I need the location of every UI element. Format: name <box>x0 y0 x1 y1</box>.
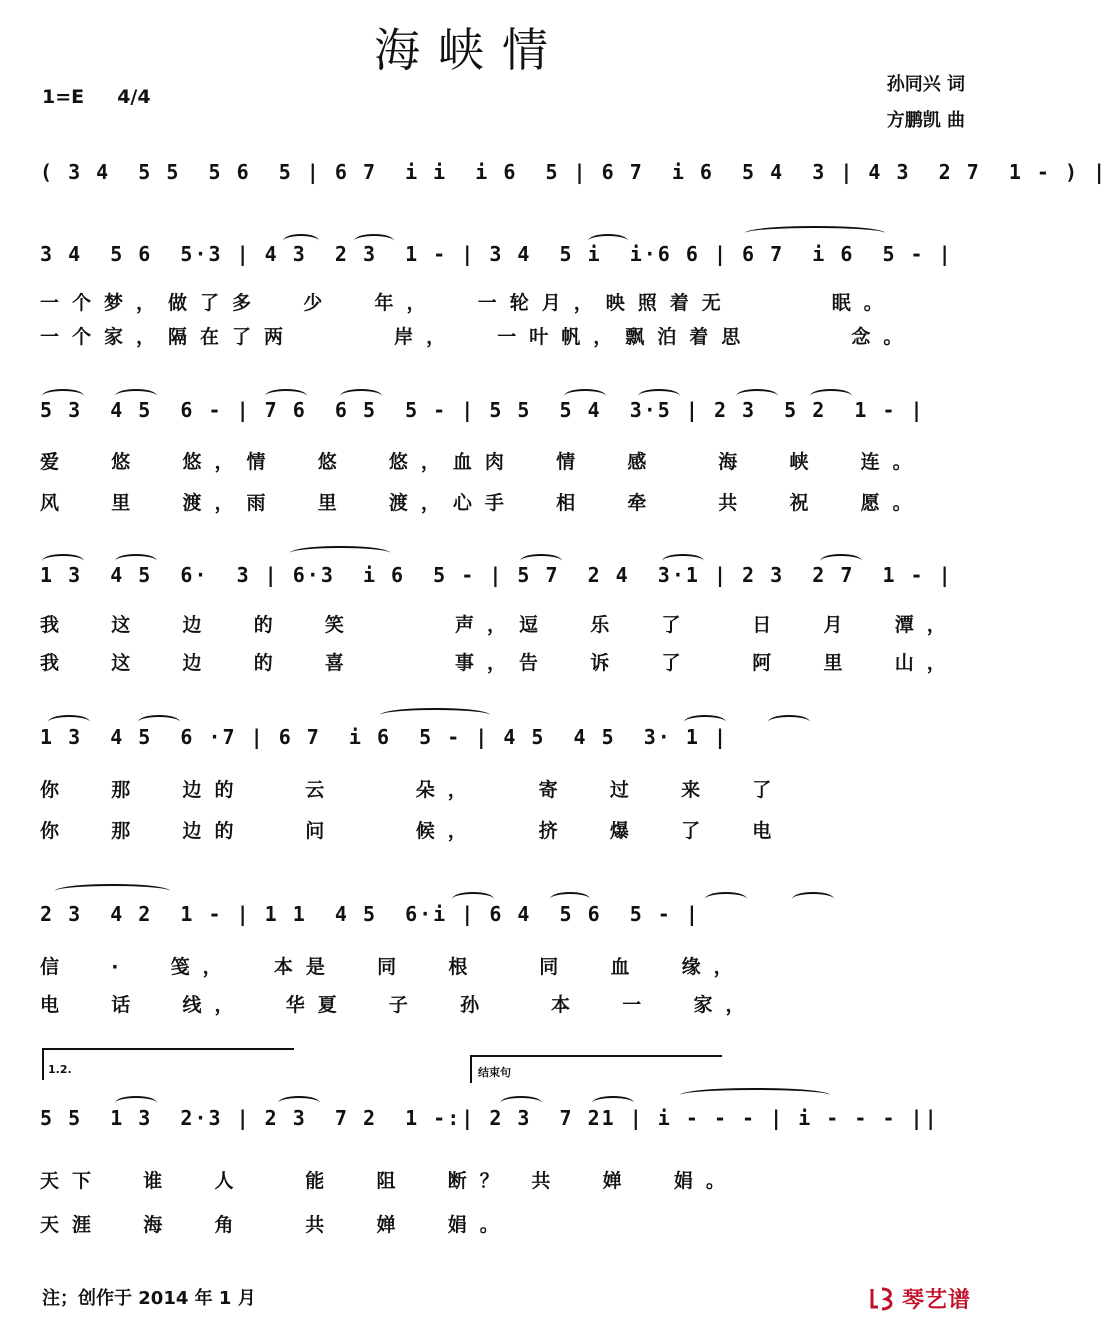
slur <box>380 708 490 722</box>
slur <box>55 884 170 898</box>
system-6-lyrics-verse-1: 天下 谁 人 能 阻 断？ 共 婵 娟。 <box>40 1170 738 1192</box>
lyricist-credit: 孙同兴 词 <box>886 74 965 95</box>
system-4-lyrics-verse-2: 你 那 边的 问 候， 挤 爆 了 电 <box>40 820 785 842</box>
system-1-notes: 3 4 5 6 5·3 | 4 3 2 3 1 - | 3 4 5 i i·6 6 | 6 7 i 6 5 - | <box>40 242 953 266</box>
first-ending-bracket-side <box>42 1048 44 1080</box>
system-5-lyrics-verse-1: 信 · 笺， 本是 同 根 同 血 缘， <box>40 956 746 978</box>
key-time-signature <box>42 86 151 108</box>
composition-date-note: 注；创作于 2014 年 1 月 <box>42 1288 256 1309</box>
system-0-notes: ( 3 4 5 5 5 6 5 | 6 7 i i i 6 5 | 6 7 i 6 5 4 3 | 4 3 2 7 1 - ) | <box>40 160 1107 184</box>
first-ending-label: 1.2. <box>48 1063 72 1076</box>
ending-phrase-label: 结束句 <box>478 1066 511 1079</box>
composer-credit: 方鹏凯 曲 <box>886 110 965 131</box>
system-5-notes: 2 3 4 2 1 - | 1 1 4 5 6·i | 6 4 5 6 5 - | <box>40 902 700 926</box>
system-4-notes: 1 3 4 5 6 ·7 | 6 7 i 6 5 - | 4 5 4 5 3· 1 | <box>40 725 729 749</box>
ending-phrase-bracket-side <box>470 1055 472 1083</box>
system-3-notes: 1 3 4 5 6· 3 | 6·3 i 6 5 - | 5 7 2 4 3·1 | 2 3 2 7 1 - | <box>40 563 953 587</box>
key-signature: 1=E <box>42 86 85 108</box>
slur <box>290 546 390 560</box>
system-2-lyrics-verse-1: 爱 悠 悠，情 悠 悠，血肉 情 感 海 峡 连。 <box>40 451 925 473</box>
system-6-notes: 5 5 1 3 2·3 | 2 3 7 2 1 -:| 2 3 7 21 | i - - - | i - - - || <box>40 1106 939 1130</box>
system-5-lyrics-verse-2: 电 话 线， 华夏 子 孙 本 一 家， <box>40 994 758 1016</box>
ending-phrase-bracket <box>470 1055 722 1057</box>
song-title: 海峡情 <box>374 23 566 77</box>
system-3-lyrics-verse-2: 我 这 边 的 喜 事，告 诉 了 阿 里 山， <box>40 652 959 674</box>
system-4-lyrics-verse-1: 你 那 边的 云 朵， 寄 过 来 了 <box>40 779 785 801</box>
time-signature: 4/4 <box>117 86 151 108</box>
watermark-text: 琴艺谱 <box>902 1287 972 1313</box>
system-3-lyrics-verse-1: 我 这 边 的 笑 声，逗 乐 了 日 月 潭， <box>40 614 959 636</box>
qinyipu-logo-icon <box>868 1283 898 1313</box>
tie <box>680 1088 830 1102</box>
system-1-lyrics-verse-1: 一个梦，做了多 少 年， 一轮月，映照着无 眠。 <box>40 292 896 314</box>
system-6-lyrics-verse-2: 天涯 海 角 共 婵 娟。 <box>40 1214 512 1236</box>
slur <box>745 226 885 240</box>
system-2-notes: 5 3 4 5 6 - | 7 6 6 5 5 - | 5 5 5 4 3·5 | 2 3 5 2 1 - | <box>40 398 925 422</box>
watermark-logo <box>868 1281 988 1315</box>
first-ending-bracket <box>42 1048 294 1050</box>
system-2-lyrics-verse-2: 风 里 渡，雨 里 渡，心手 相 牵 共 祝 愿。 <box>40 492 925 514</box>
system-1-lyrics-verse-2: 一个家，隔在了两 岸， 一叶帆，飘泊着思 念。 <box>40 326 916 348</box>
